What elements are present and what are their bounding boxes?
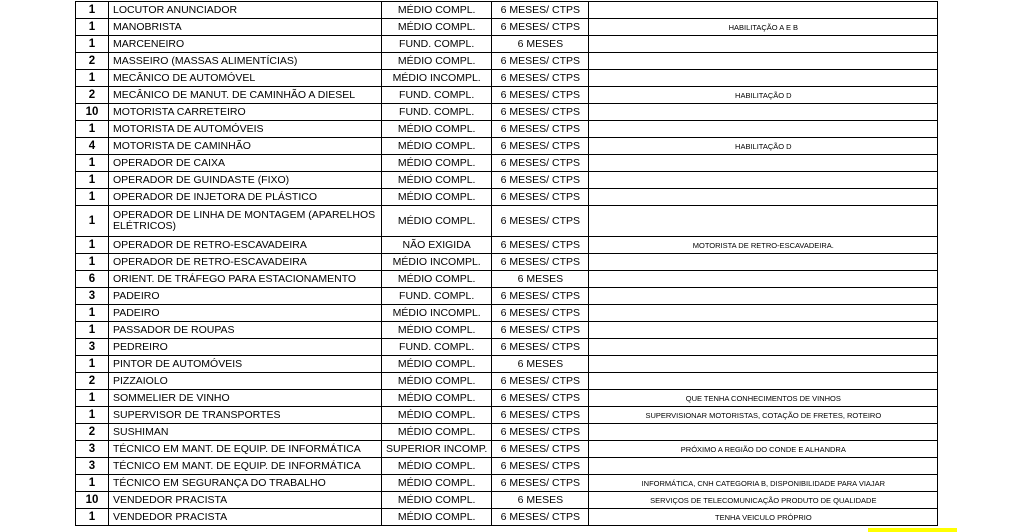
table-row: [76, 373, 938, 390]
experience-cell: 6 MESES/ CTPS: [492, 87, 589, 104]
education-cell: MÉDIO COMPL.: [382, 475, 492, 492]
job-title-cell: TÉCNICO EM MANT. DE EQUIP. DE INFORMÁTICA: [109, 441, 382, 458]
notes-cell: [589, 104, 938, 121]
table-row: [76, 104, 938, 121]
notes-cell: [589, 458, 938, 475]
table-row: [76, 424, 938, 441]
notes-cell: [589, 172, 938, 189]
quantity-cell: 1: [76, 322, 109, 339]
quantity-cell: 1: [76, 36, 109, 53]
quantity-cell: 1: [76, 237, 109, 254]
table-row: [76, 138, 938, 155]
quantity-cell: 6: [76, 271, 109, 288]
table-row: [76, 492, 938, 509]
quantity-cell: 10: [76, 104, 109, 121]
experience-cell: 6 MESES: [492, 36, 589, 53]
job-title-cell: OPERADOR DE INJETORA DE PLÁSTICO: [109, 189, 382, 206]
table-row: [76, 339, 938, 356]
job-title-cell: VENDEDOR PRACISTA: [109, 492, 382, 509]
job-title-cell: OPERADOR DE LINHA DE MONTAGEM (APARELHOS ELÉTRICOS): [109, 206, 382, 237]
notes-cell: [589, 206, 938, 237]
notes-cell: [589, 373, 938, 390]
table-row: [76, 36, 938, 53]
job-title-cell: MECÂNICO DE MANUT. DE CAMINHÃO A DIESEL: [109, 87, 382, 104]
quantity-cell: 1: [76, 70, 109, 87]
quantity-cell: 1: [76, 189, 109, 206]
notes-cell: [589, 155, 938, 172]
table-row: [76, 237, 938, 254]
education-cell: MÉDIO COMPL.: [382, 189, 492, 206]
quantity-cell: 1: [76, 155, 109, 172]
education-cell: FUND. COMPL.: [382, 87, 492, 104]
experience-cell: 6 MESES: [492, 356, 589, 373]
notes-cell: [589, 322, 938, 339]
experience-cell: 6 MESES/ CTPS: [492, 2, 589, 19]
quantity-cell: 1: [76, 2, 109, 19]
table-row: [76, 441, 938, 458]
job-title-cell: MOTORISTA CARRETEIRO: [109, 104, 382, 121]
table-row: [76, 87, 938, 104]
notes-cell: SERVIÇOS DE TELECOMUNICAÇÃO PRODUTO DE QUALIDADE: [589, 492, 938, 509]
table-body: [76, 2, 938, 526]
notes-cell: [589, 189, 938, 206]
experience-cell: 6 MESES/ CTPS: [492, 288, 589, 305]
education-cell: MÉDIO COMPL.: [382, 121, 492, 138]
quantity-cell: 1: [76, 19, 109, 36]
education-cell: MÉDIO COMPL.: [382, 271, 492, 288]
experience-cell: 6 MESES/ CTPS: [492, 104, 589, 121]
table-row: [76, 2, 938, 19]
quantity-cell: 1: [76, 390, 109, 407]
notes-cell: HABILITAÇÃO A E B: [589, 19, 938, 36]
notes-cell: [589, 424, 938, 441]
experience-cell: 6 MESES/ CTPS: [492, 322, 589, 339]
experience-cell: 6 MESES/ CTPS: [492, 19, 589, 36]
experience-cell: 6 MESES/ CTPS: [492, 70, 589, 87]
notes-cell: [589, 288, 938, 305]
job-title-cell: SUSHIMAN: [109, 424, 382, 441]
education-cell: FUND. COMPL.: [382, 36, 492, 53]
highlight-marker: [868, 528, 957, 532]
notes-cell: PRÓXIMO A REGIÃO DO CONDE E ALHANDRA: [589, 441, 938, 458]
notes-cell: HABILITAÇÃO D: [589, 87, 938, 104]
table-row: [76, 254, 938, 271]
quantity-cell: 1: [76, 356, 109, 373]
table-row: [76, 288, 938, 305]
notes-cell: [589, 121, 938, 138]
notes-cell: TENHA VEICULO PRÓPRIO: [589, 509, 938, 526]
quantity-cell: 10: [76, 492, 109, 509]
table-row: [76, 155, 938, 172]
table-row: [76, 271, 938, 288]
job-title-cell: PADEIRO: [109, 305, 382, 322]
quantity-cell: 2: [76, 373, 109, 390]
quantity-cell: 1: [76, 121, 109, 138]
job-title-cell: OPERADOR DE CAIXA: [109, 155, 382, 172]
table-row: [76, 70, 938, 87]
experience-cell: 6 MESES/ CTPS: [492, 424, 589, 441]
education-cell: MÉDIO COMPL.: [382, 373, 492, 390]
table-row: [76, 53, 938, 70]
experience-cell: 6 MESES/ CTPS: [492, 509, 589, 526]
experience-cell: 6 MESES/ CTPS: [492, 373, 589, 390]
notes-cell: MOTORISTA DE RETRO-ESCAVADEIRA.: [589, 237, 938, 254]
education-cell: SUPERIOR INCOMP.: [382, 441, 492, 458]
table-row: [76, 322, 938, 339]
job-title-cell: VENDEDOR PRACISTA: [109, 509, 382, 526]
notes-cell: [589, 339, 938, 356]
quantity-cell: 1: [76, 172, 109, 189]
job-title-cell: OPERADOR DE RETRO-ESCAVADEIRA: [109, 237, 382, 254]
table-row: [76, 509, 938, 526]
experience-cell: 6 MESES: [492, 492, 589, 509]
table-row: [76, 189, 938, 206]
experience-cell: 6 MESES/ CTPS: [492, 475, 589, 492]
table-row: [76, 407, 938, 424]
education-cell: FUND. COMPL.: [382, 104, 492, 121]
education-cell: MÉDIO INCOMPL.: [382, 305, 492, 322]
experience-cell: 6 MESES/ CTPS: [492, 390, 589, 407]
education-cell: FUND. COMPL.: [382, 288, 492, 305]
job-title-cell: MANOBRISTA: [109, 19, 382, 36]
experience-cell: 6 MESES/ CTPS: [492, 53, 589, 70]
experience-cell: 6 MESES/ CTPS: [492, 121, 589, 138]
job-title-cell: ORIENT. DE TRÁFEGO PARA ESTACIONAMENTO: [109, 271, 382, 288]
notes-cell: HABILITAÇÃO D: [589, 138, 938, 155]
job-title-cell: SOMMELIER DE VINHO: [109, 390, 382, 407]
quantity-cell: 3: [76, 441, 109, 458]
education-cell: MÉDIO COMPL.: [382, 53, 492, 70]
education-cell: MÉDIO INCOMPL.: [382, 70, 492, 87]
notes-cell: [589, 70, 938, 87]
education-cell: MÉDIO COMPL.: [382, 509, 492, 526]
quantity-cell: 1: [76, 475, 109, 492]
quantity-cell: 3: [76, 339, 109, 356]
notes-cell: INFORMÁTICA, CNH CATEGORIA B, DISPONIBILIDADE PARA VIAJAR: [589, 475, 938, 492]
job-title-cell: LOCUTOR ANUNCIADOR: [109, 2, 382, 19]
job-title-cell: PEDREIRO: [109, 339, 382, 356]
job-title-cell: PASSADOR DE ROUPAS: [109, 322, 382, 339]
experience-cell: 6 MESES: [492, 271, 589, 288]
job-title-cell: TÉCNICO EM SEGURANÇA DO TRABALHO: [109, 475, 382, 492]
quantity-cell: 4: [76, 138, 109, 155]
education-cell: MÉDIO COMPL.: [382, 138, 492, 155]
quantity-cell: 3: [76, 458, 109, 475]
notes-cell: [589, 53, 938, 70]
education-cell: MÉDIO COMPL.: [382, 2, 492, 19]
job-title-cell: OPERADOR DE GUINDASTE (FIXO): [109, 172, 382, 189]
quantity-cell: 2: [76, 87, 109, 104]
notes-cell: QUE TENHA CONHECIMENTOS DE VINHOS: [589, 390, 938, 407]
notes-cell: [589, 254, 938, 271]
experience-cell: 6 MESES/ CTPS: [492, 237, 589, 254]
education-cell: MÉDIO COMPL.: [382, 424, 492, 441]
education-cell: MÉDIO COMPL.: [382, 172, 492, 189]
experience-cell: 6 MESES/ CTPS: [492, 339, 589, 356]
notes-cell: [589, 2, 938, 19]
experience-cell: 6 MESES/ CTPS: [492, 155, 589, 172]
table-row: [76, 305, 938, 322]
education-cell: MÉDIO COMPL.: [382, 356, 492, 373]
experience-cell: 6 MESES/ CTPS: [492, 441, 589, 458]
job-title-cell: SUPERVISOR DE TRANSPORTES: [109, 407, 382, 424]
experience-cell: 6 MESES/ CTPS: [492, 189, 589, 206]
job-title-cell: OPERADOR DE RETRO-ESCAVADEIRA: [109, 254, 382, 271]
experience-cell: 6 MESES/ CTPS: [492, 172, 589, 189]
job-title-cell: PINTOR DE AUTOMÓVEIS: [109, 356, 382, 373]
education-cell: MÉDIO COMPL.: [382, 407, 492, 424]
table-row: [76, 356, 938, 373]
table-row: [76, 475, 938, 492]
quantity-cell: 1: [76, 254, 109, 271]
education-cell: MÉDIO COMPL.: [382, 19, 492, 36]
job-title-cell: MARCENEIRO: [109, 36, 382, 53]
job-title-cell: PIZZAIOLO: [109, 373, 382, 390]
job-title-cell: MOTORISTA DE AUTOMÓVEIS: [109, 121, 382, 138]
education-cell: FUND. COMPL.: [382, 339, 492, 356]
education-cell: NÃO EXIGIDA: [382, 237, 492, 254]
table-row: [76, 458, 938, 475]
experience-cell: 6 MESES/ CTPS: [492, 206, 589, 237]
job-title-cell: MECÂNICO DE AUTOMÓVEL: [109, 70, 382, 87]
education-cell: MÉDIO COMPL.: [382, 206, 492, 237]
education-cell: MÉDIO COMPL.: [382, 390, 492, 407]
job-title-cell: MASSEIRO (MASSAS ALIMENTÍCIAS): [109, 53, 382, 70]
education-cell: MÉDIO COMPL.: [382, 322, 492, 339]
table-row: [76, 390, 938, 407]
quantity-cell: 1: [76, 305, 109, 322]
experience-cell: 6 MESES/ CTPS: [492, 305, 589, 322]
job-title-cell: TÉCNICO EM MANT. DE EQUIP. DE INFORMÁTICA: [109, 458, 382, 475]
quantity-cell: 2: [76, 53, 109, 70]
notes-cell: [589, 36, 938, 53]
table-row: [76, 206, 938, 237]
table-row: [76, 172, 938, 189]
quantity-cell: 1: [76, 407, 109, 424]
education-cell: MÉDIO COMPL.: [382, 458, 492, 475]
education-cell: MÉDIO COMPL.: [382, 492, 492, 509]
notes-cell: [589, 356, 938, 373]
quantity-cell: 3: [76, 288, 109, 305]
quantity-cell: 1: [76, 206, 109, 237]
experience-cell: 6 MESES/ CTPS: [492, 254, 589, 271]
experience-cell: 6 MESES/ CTPS: [492, 458, 589, 475]
education-cell: MÉDIO COMPL.: [382, 155, 492, 172]
education-cell: MÉDIO INCOMPL.: [382, 254, 492, 271]
notes-cell: [589, 305, 938, 322]
experience-cell: 6 MESES/ CTPS: [492, 407, 589, 424]
table-row: [76, 121, 938, 138]
job-vacancies-table: [75, 1, 938, 526]
quantity-cell: 2: [76, 424, 109, 441]
notes-cell: [589, 271, 938, 288]
quantity-cell: 1: [76, 509, 109, 526]
job-title-cell: PADEIRO: [109, 288, 382, 305]
notes-cell: SUPERVISIONAR MOTORISTAS, COTAÇÃO DE FRETES, ROTEIRO: [589, 407, 938, 424]
experience-cell: 6 MESES/ CTPS: [492, 138, 589, 155]
job-title-cell: MOTORISTA DE CAMINHÃO: [109, 138, 382, 155]
table-row: [76, 19, 938, 36]
